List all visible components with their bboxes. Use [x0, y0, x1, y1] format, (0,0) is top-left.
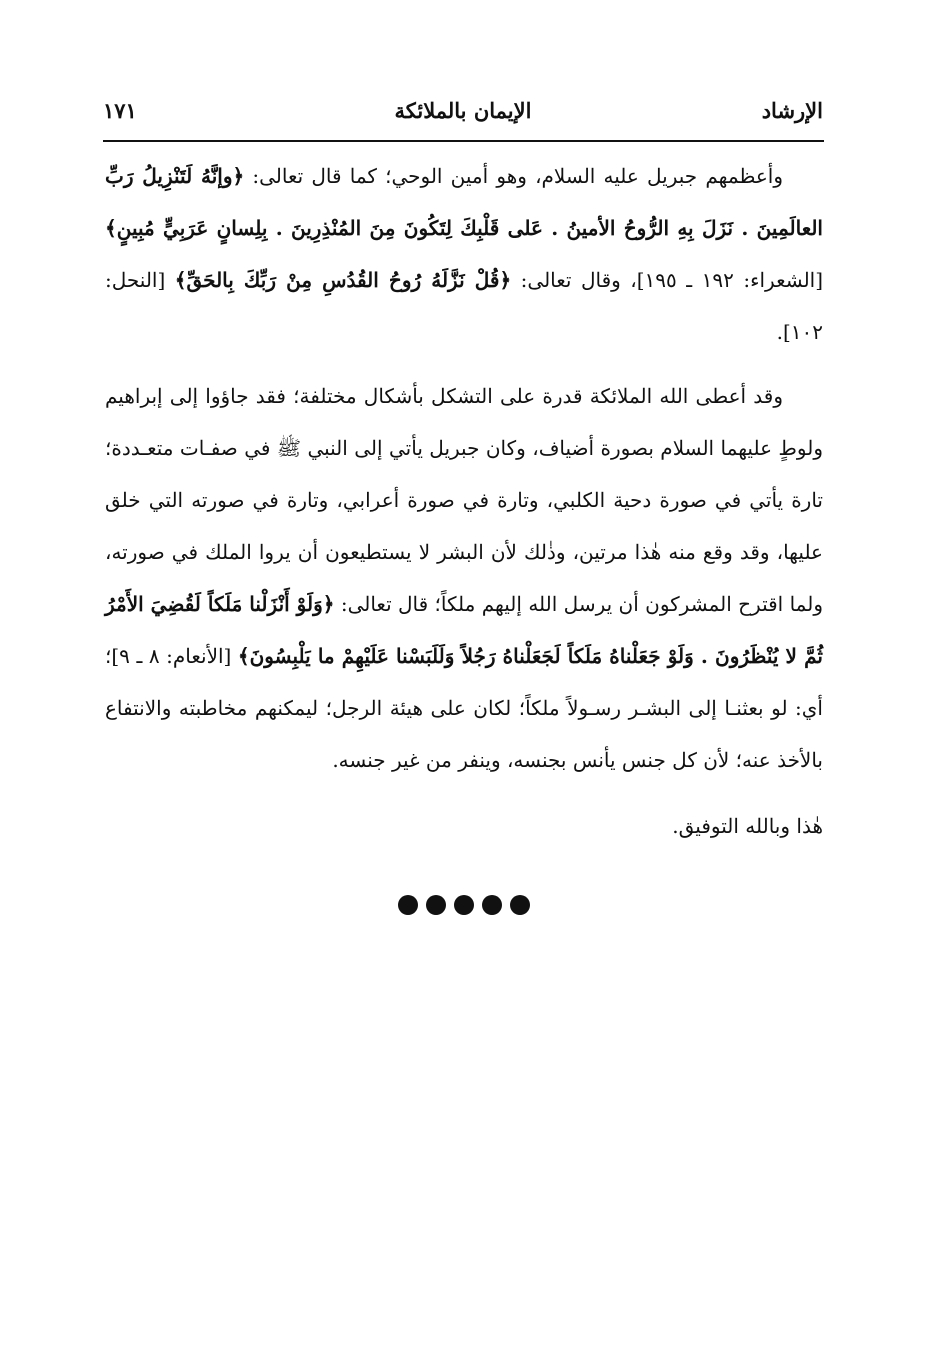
header-section-title: الإرشاد — [761, 98, 823, 123]
verse-reference: [النحل: ١٠٢]. — [105, 268, 823, 344]
divider-dot — [426, 895, 446, 915]
paragraph-forms — [105, 370, 823, 786]
running-header — [103, 96, 823, 134]
body-text — [105, 150, 823, 786]
header-rule — [103, 140, 824, 142]
divider-dot — [510, 895, 530, 915]
quran-verse: ﴿وإنَّهُ لَتَنْزِيلُ رَبِّ العالَمِينَ . نَزَلَ بِهِ الرُّوحُ الأمينُ . عَلى قَلْبِكَ لِتَكُونَ مِنَ المُنْذِرِينَ . بِلِسانٍ عَرَبِيٍّ مُبِينٍ﴾ — [105, 164, 823, 240]
quran-verse: ﴿قُلْ نَزَّلَهُ رُوحُ القُدُسِ مِنْ رَبِّكَ بِالحَقِّ﴾ — [174, 268, 512, 292]
divider-dot — [482, 895, 502, 915]
paragraph-text: وأعظمهم جبريل عليه السلام، وهو أمين الوحي؛ كما قال تعالى: — [244, 164, 784, 188]
header-chapter-title: الإيمان بالملائكة — [394, 98, 532, 123]
page-number: ١٧١ — [103, 98, 137, 123]
verse-reference: [الشعراء: ١٩٢ ـ ١٩٥]، وقال تعالى: — [511, 268, 824, 292]
divider-dot — [454, 895, 474, 915]
quran-verse: ﴿وَلَوْ أَنْزَلْنا مَلَكاً لَقُضِيَ الأَمْرُ ثُمَّ لا يُنْظَرُونَ . وَلَوْ جَعَلْناهُ مَلَكاً لَجَعَلْناهُ رَجُلاً وَلَلَبَسْنا عَلَيْهِمْ ما يَلْبِسُونَ﴾ — [105, 592, 823, 668]
paragraph-text: وقد أعطى الله الملائكة قدرة على التشكل بأشكال مختلفة؛ فقد جاؤوا إلى إبراهيم ولوطٍ عليهما السلام بصورة أضياف، وكان جبريل يأتي إلى النبي ﷺ في صفـات متعـددة؛ تارة يأتي في صورة دحية الكلبي، وتارة في صورة أعرابي، وتارة في صورته التي خلق عليها، وقد وقع منه هٰذا مرتين، وذٰلك لأن البشر لا يستطيعون أن يروا الملك في صورته، ولما اقترح المشركون أن يرسل الله إليهم ملكاً؛ قال تعالى: — [105, 384, 823, 616]
section-divider — [0, 895, 928, 915]
paragraph-text: [الأنعام: ٨ ـ ٩]؛ أي: لو بعثنـا إلى البشـر رسـولاً ملكاً؛ لكان على هيئة الرجل؛ ليمكنهم مخاطبته والانتفاع بالأخذ عنه؛ لأن كل جنس يأنس بجنسه، وينفر من غير جنسه. — [105, 644, 823, 772]
paragraph-jibril — [105, 150, 823, 358]
closing-line: هٰذا وبالله التوفيق. — [672, 814, 823, 838]
divider-dot — [398, 895, 418, 915]
